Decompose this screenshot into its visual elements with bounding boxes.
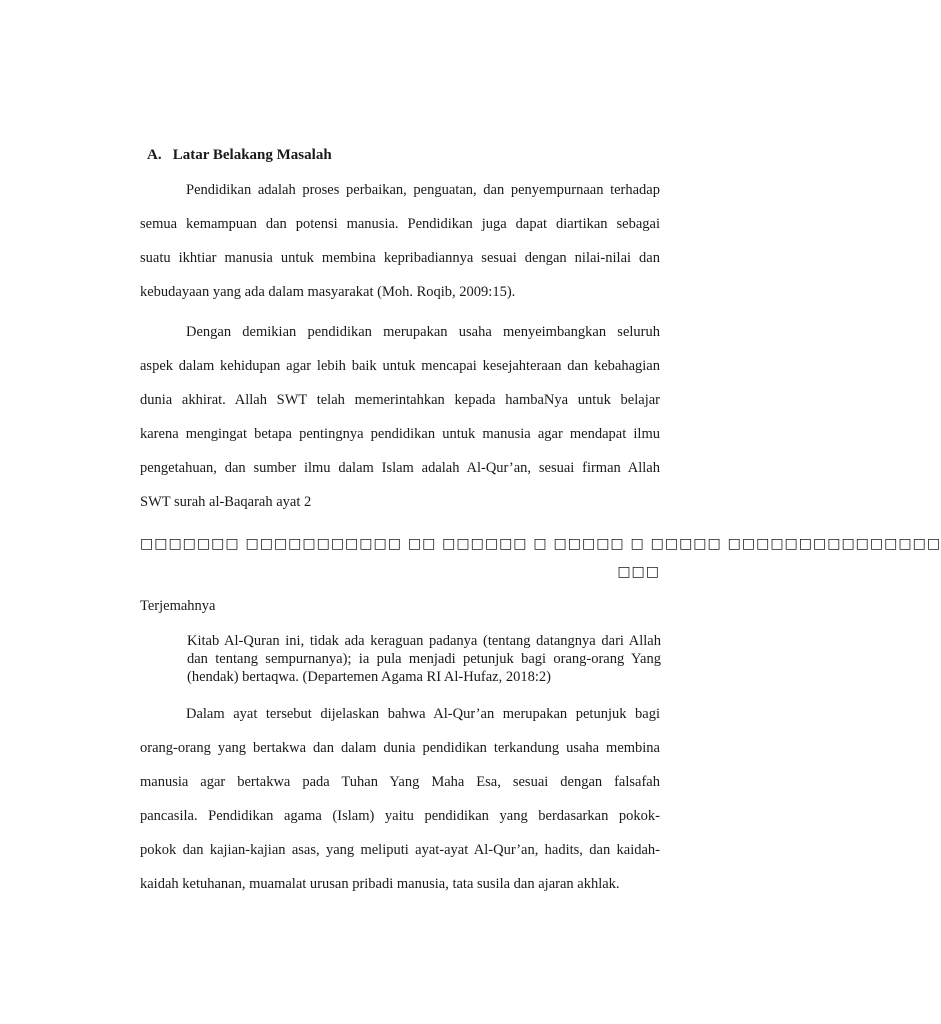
paragraph-1 bbox=[140, 180, 660, 316]
paragraph-line: kebudayaan yang ada dalam masyarakat (Moh. Roqib, 2009:15). bbox=[140, 284, 516, 300]
paragraph-2 bbox=[140, 322, 660, 526]
paragraph-line: semua kemampuan dan potensi manusia. Pendidikan juga dapat diartikan sebagai bbox=[140, 216, 660, 232]
quote-line: (hendak) bertaqwa. (Departemen Agama RI Al-Hufaz, 2018:2) bbox=[187, 669, 551, 685]
quote-line: Kitab Al-Quran ini, tidak ada keraguan padanya (tentang datangnya dari Allah bbox=[187, 633, 661, 649]
paragraph-line: SWT surah al-Baqarah ayat 2 bbox=[140, 494, 312, 510]
paragraph-line: suatu ikhtiar manusia untuk membina kepribadiannya sesuai dengan nilai-nilai dan bbox=[140, 250, 660, 266]
arabic-verse-number: □□□ bbox=[617, 564, 660, 580]
paragraph-line: Pendidikan adalah proses perbaikan, penguatan, dan penyempurnaan terhadap bbox=[186, 182, 660, 198]
paragraph-3 bbox=[140, 704, 660, 908]
translation-quote bbox=[187, 632, 661, 686]
arabic-verse bbox=[140, 536, 941, 580]
section-title: Latar Belakang Masalah bbox=[172, 147, 332, 163]
translation-label: Terjemahnya bbox=[140, 598, 216, 614]
paragraph-line: pengetahuan, dan sumber ilmu dalam Islam adalah Al-Qur’an, sesuai firman Allah bbox=[140, 460, 660, 476]
quote-line: dan tentang sempurnanya); ia pula menjadi petunjuk bagi orang-orang Yang bbox=[187, 651, 661, 667]
section-heading bbox=[147, 147, 332, 164]
paragraph-line: dunia akhirat. Allah SWT telah memerintahkan kepada hambaNya untuk belajar bbox=[140, 392, 660, 408]
section-number: A. bbox=[147, 147, 162, 163]
paragraph-line: kaidah ketuhanan, muamalat urusan pribadi manusia, tata susila dan ajaran akhlak. bbox=[140, 876, 620, 892]
paragraph-line: karena mengingat betapa pentingnya pendidikan untuk manusia agar mendapat ilmu bbox=[140, 426, 660, 442]
paragraph-line: pokok dan kajian-kajian asas, yang meliputi ayat-ayat Al-Qur’an, hadits, dan kaidah- bbox=[140, 842, 660, 858]
paragraph-line: Dengan demikian pendidikan merupakan usaha menyeimbangkan seluruh bbox=[186, 324, 660, 340]
paragraph-line: Dalam ayat tersebut dijelaskan bahwa Al-Qur’an merupakan petunjuk bagi bbox=[186, 706, 660, 722]
paragraph-line: aspek dalam kehidupan agar lebih baik untuk mencapai kesejahteraan dan kebahagian bbox=[140, 358, 660, 374]
paragraph-line: orang-orang yang bertakwa dan dalam dunia pendidikan terkandung usaha membina bbox=[140, 740, 660, 756]
paragraph-line: pancasila. Pendidikan agama (Islam) yaitu pendidikan yang berdasarkan pokok- bbox=[140, 808, 660, 824]
arabic-verse-line: □□□□□□□ □□□□□□□□□□□ □□ □□□□□□ □ □□□□□ □ □□□□□ □□□□□□□□□□□□□□□ bbox=[140, 536, 941, 552]
paragraph-line: manusia agar bertakwa pada Tuhan Yang Maha Esa, sesuai dengan falsafah bbox=[140, 774, 660, 790]
